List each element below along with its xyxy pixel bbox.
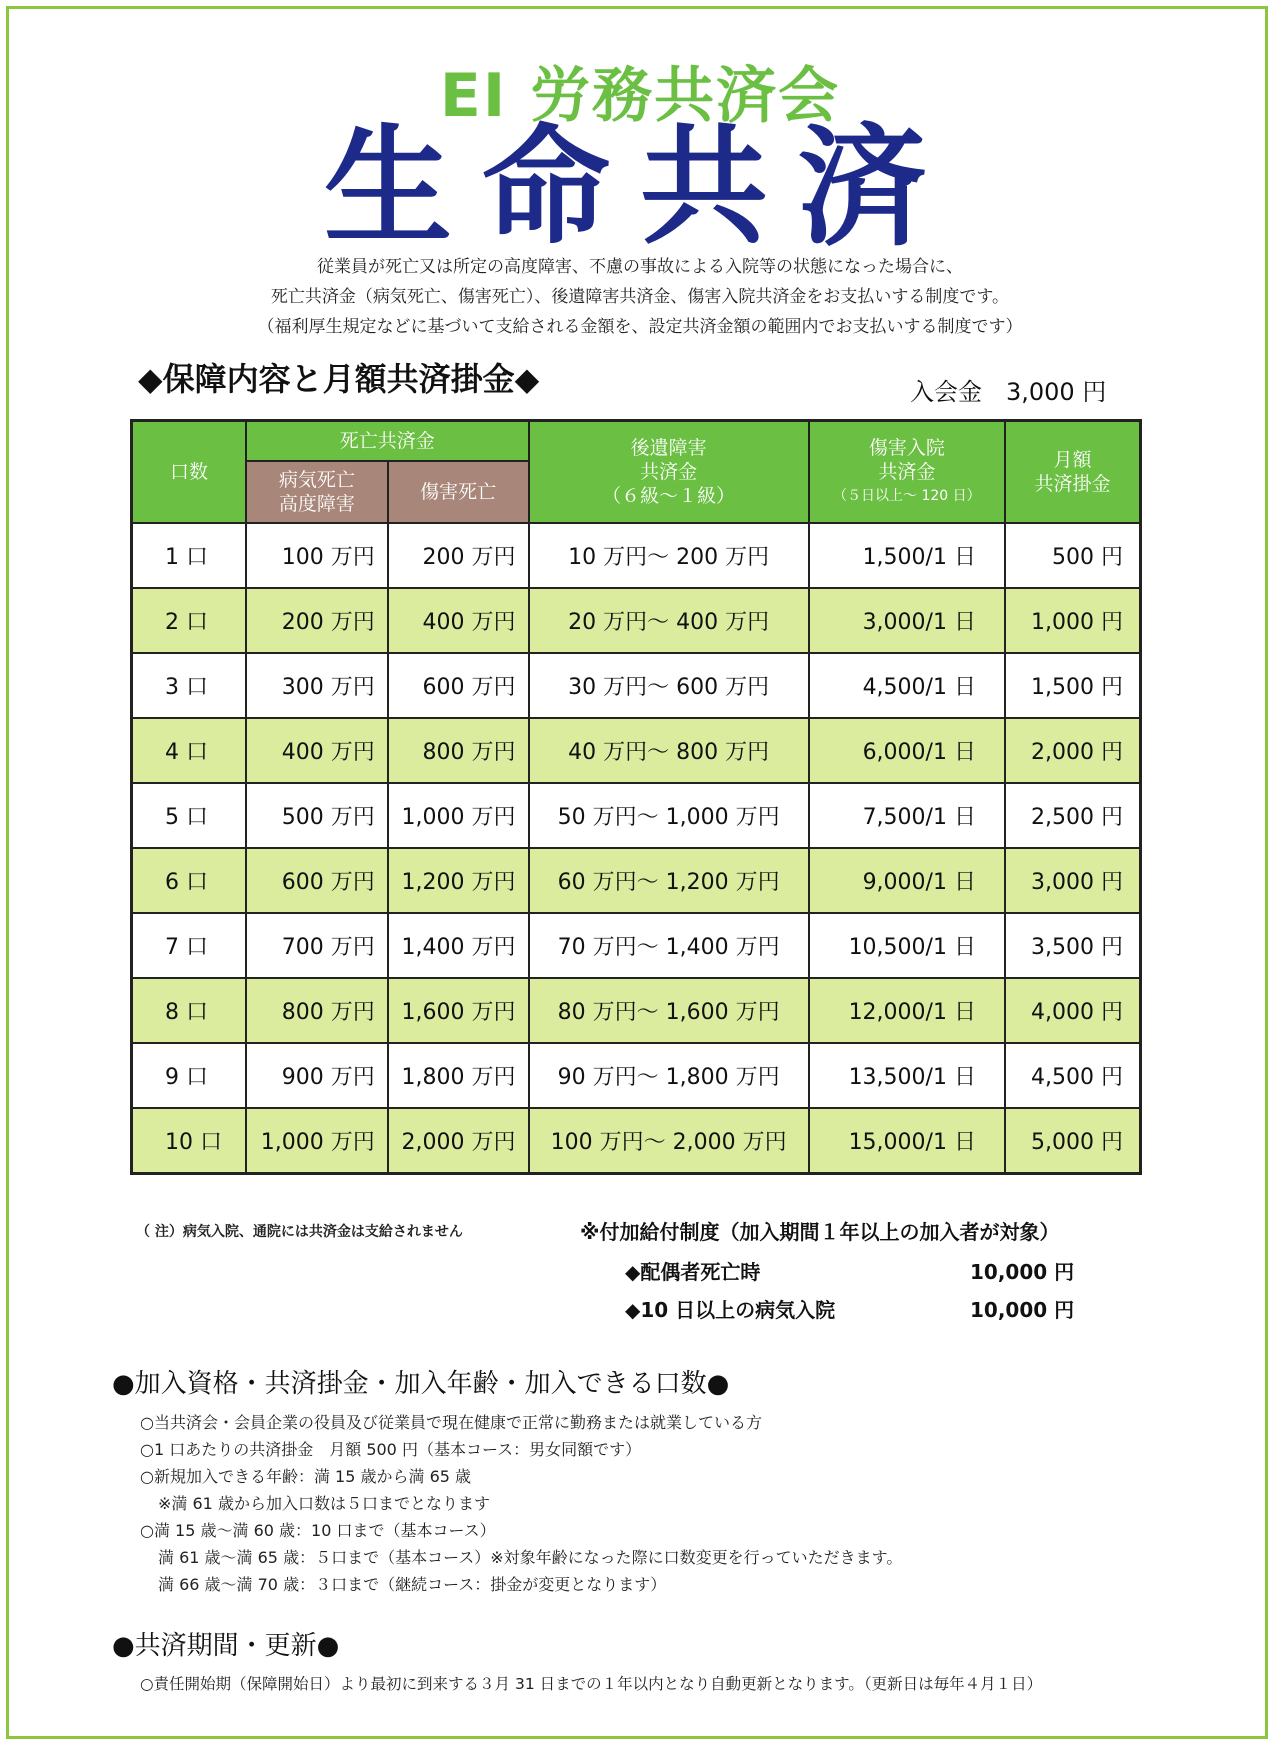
cell-injury-death: 1,200 万円 — [388, 848, 529, 913]
table-row — [132, 523, 1141, 588]
header-disability-line: 後遺障害 — [630, 436, 707, 459]
table-row — [132, 978, 1141, 1043]
cell-disability: 40 万円～ 800 万円 — [529, 718, 809, 783]
cell-illness-death: 300 万円 — [246, 653, 388, 718]
table-row — [132, 718, 1141, 783]
cell-hospital: 13,500/1 日 — [809, 1043, 1005, 1108]
benefits-table — [130, 419, 1142, 1175]
cell-hospital: 4,500/1 日 — [809, 653, 1005, 718]
header-monthly-line: 月額 — [1053, 448, 1092, 471]
cell-disability: 100 万円～ 2,000 万円 — [529, 1108, 809, 1174]
section-heading: ◆保障内容と月額共済掛金◆ — [138, 360, 540, 398]
header-disability-line: 共済金 — [640, 460, 698, 483]
eligibility-line: ※満 61 歳から加入口数は５口までとなります — [158, 1494, 490, 1513]
cell-injury-death: 1,600 万円 — [388, 978, 529, 1043]
cell-units: 10 口 — [132, 1108, 247, 1174]
cell-hospital: 12,000/1 日 — [809, 978, 1005, 1043]
header-disability-line: （６級～１級） — [602, 484, 736, 507]
cell-hospital: 9,000/1 日 — [809, 848, 1005, 913]
cell-injury-death: 200 万円 — [388, 523, 529, 588]
cell-disability: 80 万円～ 1,600 万円 — [529, 978, 809, 1043]
addon-title: ※付加給付制度（加入期間１年以上の加入者が対象） — [580, 1220, 1060, 1244]
header-injury-death: 傷害死亡 — [388, 461, 529, 523]
table-row — [132, 1043, 1141, 1108]
cell-monthly: 3,500 円 — [1005, 913, 1141, 978]
table-row — [132, 848, 1141, 913]
addon-item-label: ◆配偶者死亡時 — [625, 1260, 761, 1284]
cell-units: 5 口 — [132, 783, 247, 848]
header-units: 口数 — [132, 421, 247, 523]
eligibility-line: 満 66 歳～満 70 歳：３口まで（継続コース：掛金が変更となります） — [158, 1575, 667, 1594]
cell-illness-death: 900 万円 — [246, 1043, 388, 1108]
table-row — [132, 913, 1141, 978]
cell-units: 9 口 — [132, 1043, 247, 1108]
eligibility-heading: ●加入資格・共済掛金・加入年齢・加入できる口数● — [112, 1369, 730, 1399]
eligibility-line: ○満 15 歳～満 60 歳：10 口まで（基本コース） — [140, 1521, 496, 1540]
addon-item-label: ◆10 日以上の病気入院 — [625, 1298, 836, 1322]
table-row — [132, 1108, 1141, 1174]
cell-hospital: 6,000/1 日 — [809, 718, 1005, 783]
entry-fee: 入会金 3,000 円 — [910, 378, 1107, 406]
cell-illness-death: 500 万円 — [246, 783, 388, 848]
intro-line: 死亡共済金（病気死亡、傷害死亡）、後遺障害共済金、傷害入院共済金をお支払いする制度です。 — [270, 287, 1010, 307]
cell-units: 2 口 — [132, 588, 247, 653]
addon-item-amount: 10,000 円 — [970, 1298, 1075, 1322]
cell-monthly: 5,000 円 — [1005, 1108, 1141, 1174]
cell-illness-death: 600 万円 — [246, 848, 388, 913]
cell-disability: 60 万円～ 1,200 万円 — [529, 848, 809, 913]
cell-injury-death: 1,000 万円 — [388, 783, 529, 848]
cell-monthly: 1,500 円 — [1005, 653, 1141, 718]
cell-monthly: 4,500 円 — [1005, 1043, 1141, 1108]
eligibility-line: ○新規加入できる年齢：満 15 歳から満 65 歳 — [140, 1467, 472, 1486]
table-row — [132, 783, 1141, 848]
cell-hospital: 10,500/1 日 — [809, 913, 1005, 978]
cell-illness-death: 1,000 万円 — [246, 1108, 388, 1174]
cell-disability: 70 万円～ 1,400 万円 — [529, 913, 809, 978]
intro-text — [0, 252, 1280, 342]
cell-injury-death: 400 万円 — [388, 588, 529, 653]
cell-illness-death: 700 万円 — [246, 913, 388, 978]
cell-hospital: 7,500/1 日 — [809, 783, 1005, 848]
header-disability — [529, 421, 809, 523]
eligibility-line: ○1 口あたりの共済掛金 月額 500 円（基本コース：男女同額です） — [140, 1440, 642, 1459]
cell-monthly: 2,000 円 — [1005, 718, 1141, 783]
cell-disability: 10 万円～ 200 万円 — [529, 523, 809, 588]
table-body — [132, 523, 1141, 1174]
cell-hospital: 1,500/1 日 — [809, 523, 1005, 588]
table-row — [132, 588, 1141, 653]
cell-illness-death: 400 万円 — [246, 718, 388, 783]
table-row — [132, 653, 1141, 718]
header-hospital-line: 傷害入院 — [868, 436, 945, 459]
cell-monthly: 3,000 円 — [1005, 848, 1141, 913]
org-title: EI 労務共済会 — [439, 61, 841, 131]
cell-injury-death: 1,800 万円 — [388, 1043, 529, 1108]
cell-hospital: 3,000/1 日 — [809, 588, 1005, 653]
header-illness-line: 病気死亡 — [278, 468, 355, 491]
addon-item-amount: 10,000 円 — [970, 1260, 1075, 1284]
cell-injury-death: 1,400 万円 — [388, 913, 529, 978]
header-monthly — [1005, 421, 1141, 523]
eligibility-line: ○当共済会・会員企業の役員及び従業員で現在健康で正常に勤務または就業している方 — [140, 1413, 762, 1432]
period-heading: ●共済期間・更新● — [112, 1631, 340, 1661]
header-hospital-line: 共済金 — [878, 460, 936, 483]
cell-illness-death: 800 万円 — [246, 978, 388, 1043]
cell-monthly: 1,000 円 — [1005, 588, 1141, 653]
cell-injury-death: 800 万円 — [388, 718, 529, 783]
cell-disability: 20 万円～ 400 万円 — [529, 588, 809, 653]
cell-units: 4 口 — [132, 718, 247, 783]
eligibility-line: 満 61 歳～満 65 歳：５口まで（基本コース）※対象年齢になった際に口数変更を行っていただきます。 — [158, 1548, 903, 1567]
header-hospital-line: （５日以上～ 120 日） — [833, 487, 981, 504]
cell-units: 7 口 — [132, 913, 247, 978]
header-death: 死亡共済金 — [246, 421, 528, 461]
intro-line: （福利厚生規定などに基づいて支給される金額を、設定共済金額の範囲内でお支払いする制度です） — [257, 317, 1023, 337]
header-monthly-line: 共済掛金 — [1034, 472, 1111, 495]
cell-injury-death: 600 万円 — [388, 653, 529, 718]
cell-units: 3 口 — [132, 653, 247, 718]
table-note: （ 注）病気入院、通院には共済金は支給されません — [136, 1224, 463, 1240]
cell-illness-death: 200 万円 — [246, 588, 388, 653]
cell-disability: 90 万円～ 1,800 万円 — [529, 1043, 809, 1108]
header-illness-line: 高度障害 — [278, 492, 355, 515]
cell-injury-death: 2,000 万円 — [388, 1108, 529, 1174]
cell-units: 1 口 — [132, 523, 247, 588]
period-line: ○責任開始期（保障開始日）より最初に到来する３月 31 日までの１年以内となり自動更新となります。（更新日は毎年４月１日） — [140, 1675, 1043, 1693]
cell-monthly: 2,500 円 — [1005, 783, 1141, 848]
cell-disability: 30 万円～ 600 万円 — [529, 653, 809, 718]
cell-units: 6 口 — [132, 848, 247, 913]
intro-line: 従業員が死亡又は所定の高度障害、不慮の事故による入院等の状態になった場合に、 — [317, 257, 963, 277]
cell-disability: 50 万円～ 1,000 万円 — [529, 783, 809, 848]
cell-monthly: 500 円 — [1005, 523, 1141, 588]
cell-monthly: 4,000 円 — [1005, 978, 1141, 1043]
header-hospital — [809, 421, 1005, 523]
cell-units: 8 口 — [132, 978, 247, 1043]
main-title: 生命共済 — [323, 113, 956, 262]
cell-illness-death: 100 万円 — [246, 523, 388, 588]
header-illness-death — [246, 461, 388, 523]
cell-hospital: 15,000/1 日 — [809, 1108, 1005, 1174]
